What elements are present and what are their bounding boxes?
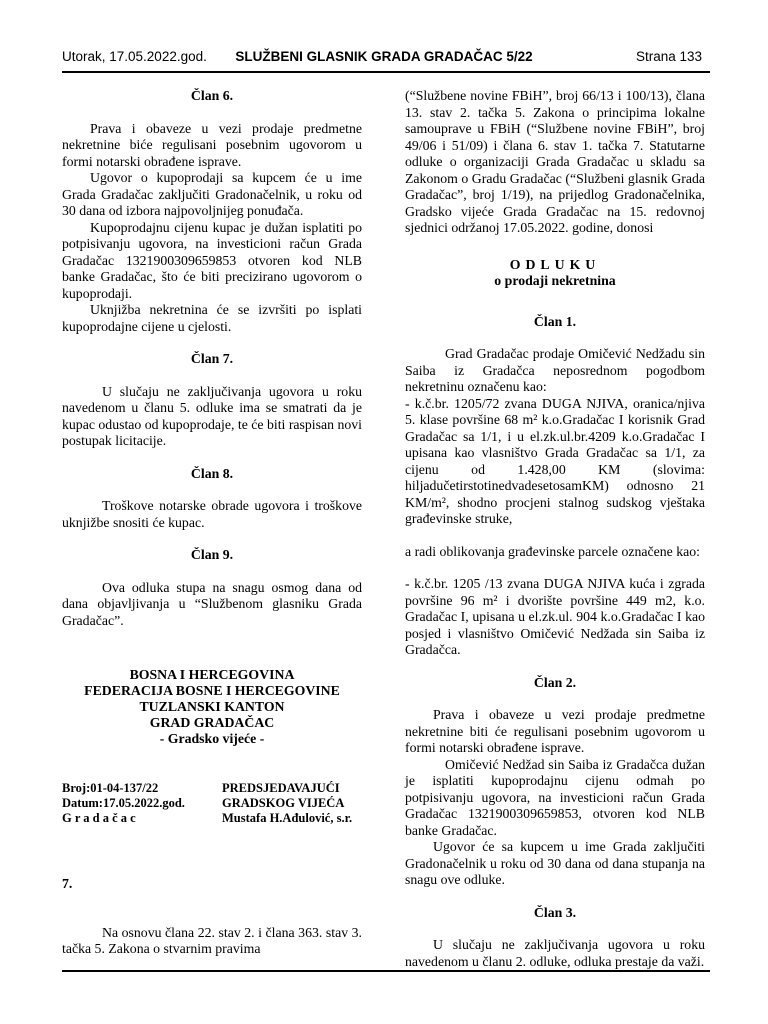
clan-3-title: Član 3.: [533, 904, 577, 920]
clan-7-paragraph-1: U slučaju ne zaključivanja ugovora u roku navedenom u članu 5. odluke ima se smatrati da je kupac odustao od kupoprodaje, te će biti raspisan novi postupak licitacije.: [62, 383, 363, 448]
left-column: [62, 88, 362, 958]
signatory-title-1: PREDSJEDAVAJUĆI: [222, 781, 340, 795]
clan-6-paragraph-4: Uknjižba nekretnina će se izvršiti po isplati kupoprodajne cijene u cjelosti.: [62, 302, 362, 334]
bottom-rule: [62, 970, 710, 972]
clan-2-paragraph-3: Ugovor će sa kupcem u ime Grada zaključiti Gradonačelnik u roku od 30 dana od dana stupanja na snagu ove odluke.: [405, 839, 705, 887]
item-number: 7.: [62, 876, 73, 891]
decision-intro-continued: (“Službene novine FBiH”, broj 66/13 i 100/13), člana 13. stav 2. tačka 5. Zakona o principima lokalne samouprave u FBiH (“Službene novine FBiH”, broj 49/06 i 51/09) i člana 6. stav 1. tačka 7. Statutarne odluke o organizaciji Grada Gradačac u skladu sa Zakonom o Gradu Gradačac (“Službeni glasnik Grada Gradačac”, broj 1/19), na prijedlog Gradonačelnika, Gradsko vijeće Grada Gradačac na 15. redovnoj sjednici održanoj 17.05.2022. godine, donosi: [405, 88, 705, 235]
document-place: G r a d a č a c: [62, 811, 136, 825]
clan-9-paragraph-1: Ova odluka stupa na snagu osmog dana od dana objavljivanja u “Službenom glasniku Grada Gradačac”.: [62, 579, 362, 628]
signature-block: [62, 781, 362, 826]
header-title: SLUŽBENI GLASNIK GRADA GRADAČAC 5/22: [235, 49, 533, 64]
clan-6-paragraph-2: Ugovor o kupoprodaji sa kupcem će u ime Grada Gradačac zaključiti Gradonačelnik, u roku od 30 dana od izbora najpovoljnijeg ponuđača.: [62, 170, 362, 218]
institution-line-3: TUZLANSKI KANTON: [139, 699, 285, 714]
clan-3-paragraph-1: U slučaju ne zaključivanja ugovora u roku navedenom u članu 2. odluke, odluka prestaje da važi.: [405, 937, 705, 969]
clan-6-paragraph-1: Prava i obaveze u vezi prodaje predmetne nekretnine biće regulisani posebnim ugovorom u formi notarski obrađene isprave.: [62, 120, 362, 169]
clan-6-paragraph-3: Kupoprodajnu cijenu kupac je dužan isplatiti po potpisivanju ugovora, na investicioni račun Grada Gradačac 1321900309659853 otvoren kod NLB banke Gradačac, što će biti precizirano ugovorom o kupoprodaji.: [62, 219, 362, 301]
clan-1-title: Član 1.: [533, 313, 577, 329]
clan-8-paragraph-1: Troškove notarske obrade ugovora i troškove uknjižbe snositi će kupac.: [62, 498, 362, 530]
institution-line-5: - Gradsko vijeće -: [159, 731, 265, 746]
institution-line-2: FEDERACIJA BOSNE I HERCEGOVINE: [84, 683, 340, 698]
clan-6-title: Član 6.: [190, 88, 234, 103]
header-date: Utorak, 17.05.2022.god.: [62, 49, 207, 64]
decision-subheading: o prodaji nekretnina: [494, 273, 616, 288]
clan-2-title: Član 2.: [533, 674, 577, 690]
clan-2-paragraph-2: Omičević Nedžad sin Saiba iz Gradačca dužan je isplatiti kupoprodajnu cijenu odmah po potpisivanju ugovora, na investicioni račun Grada Gradačac 1321900309659853, otvoren kod NLB banke Gradačac.: [405, 756, 705, 838]
signatory-name: Mustafa H.Ađulović, s.r.: [222, 811, 353, 825]
right-column: [405, 88, 705, 970]
header-page-number: Strana 133: [635, 49, 702, 64]
clan-1-paragraph-1: Grad Gradačac prodaje Omičević Nedžadu sin Saiba iz Gradačca neposrednom pogodbom nekretninu označenu kao:: [405, 346, 705, 394]
document-number: Broj:01-04-137/22: [62, 781, 159, 795]
signatory-title-2: GRADSKOG VIJEĆA: [222, 796, 345, 810]
decision-heading: ODLUKU: [509, 256, 601, 272]
clan-2-paragraph-1: Prava i obaveze u vezi prodaje predmetne nekretnine biti će regulisani posebnim ugovorom u formi notarski obrađene isprave.: [405, 707, 705, 755]
clan-7-title: Član 7.: [190, 351, 234, 366]
decision-intro: Na osnovu člana 22. stav 2. i člana 363. stav 3. tačka 5. Zakona o stvarnim pravima: [62, 924, 362, 956]
institution-line-4: GRAD GRADAČAC: [149, 715, 275, 730]
clan-1-paragraph-3: a radi oblikovanja građevinske parcele označene kao:: [405, 543, 700, 559]
document-date: Datum:17.05.2022.god.: [62, 796, 185, 810]
clan-1-paragraph-4: - k.č.br. 1205 /13 zvana DUGA NJIVA kuća i zgrada površine 96 m² i dvorište površine 449 m2, k.o. Gradačac I, upisana u el.zk.ul. 904 k.o.Gradačac I kao posjed i vlasništvo Omičević Nedžada sin Saiba iz Gradačca.: [405, 576, 705, 657]
clan-8-title: Član 8.: [190, 465, 234, 481]
clan-9-title: Član 9.: [190, 547, 234, 562]
top-rule: [62, 71, 710, 73]
clan-1-paragraph-2: - k.č.br. 1205/72 zvana DUGA NJIVA, oranica/njiva 5. klase površine 68 m² k.o.Gradačac I korisnik Grad Gradačac sa 1/1, i u el.zk.ul.br.4209 k.o.Gradačac I upisana kao vlasništvo Grada Gradačac sa 1/1, za cijenu od 1.428,00 KM (slovima: hiljadučetirstotinedvadesetosamKM) odnosno 21 KM/m², shodno procjeni stalnog sudskog vještaka građevinske struke,: [405, 395, 705, 526]
institution-line-1: BOSNA I HERCEGOVINA: [129, 667, 295, 682]
